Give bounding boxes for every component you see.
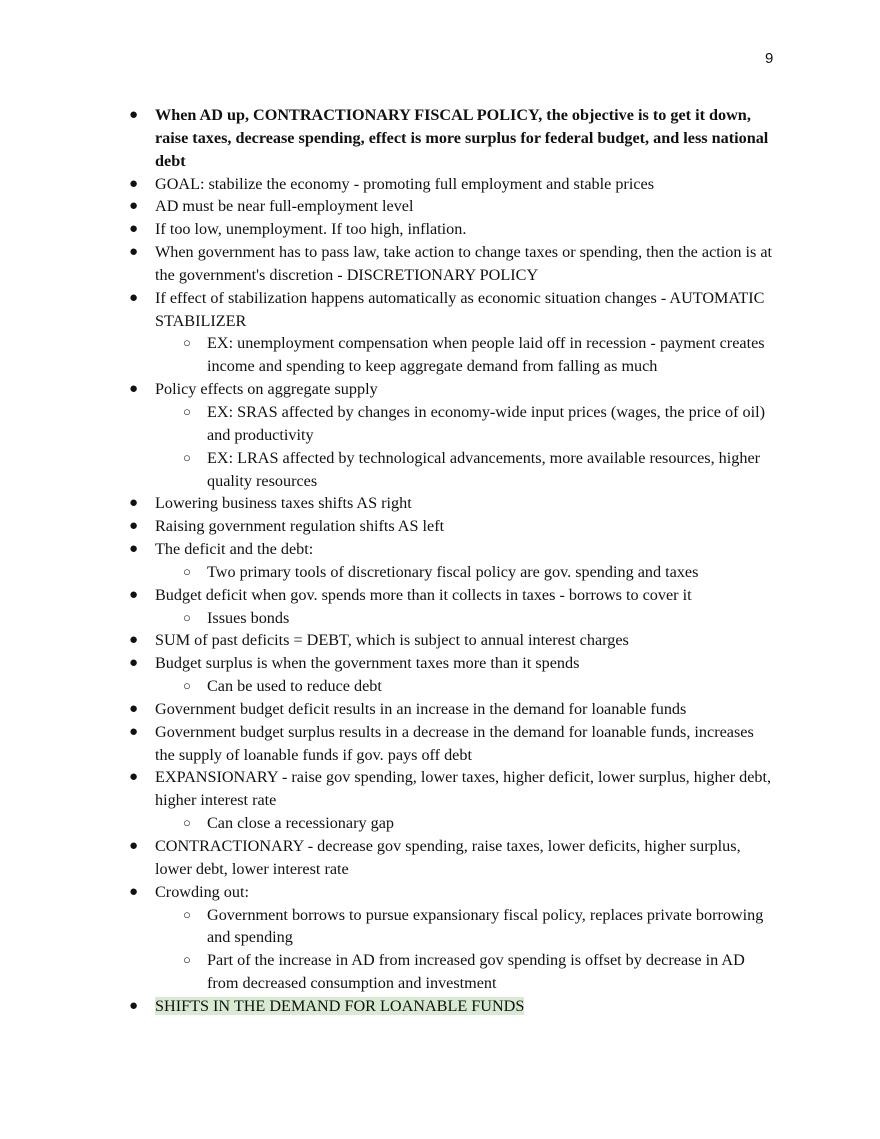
list-item-text: Can be used to reduce debt: [207, 677, 382, 696]
bullet-icon: ●: [129, 175, 139, 192]
bullet-icon: ●: [129, 381, 139, 398]
bullet-list: [0, 104, 880, 1018]
list-item: [0, 287, 777, 333]
hollow-bullet-icon: ○: [183, 609, 191, 625]
sub-list-item: [0, 949, 777, 995]
list-item-text: Budget deficit when gov. spends more than it collects in taxes - borrows to cover it: [155, 585, 692, 604]
hollow-bullet-icon: ○: [183, 815, 191, 831]
hollow-bullet-icon: ○: [183, 449, 191, 465]
list-item-text: Crowding out:: [155, 882, 249, 901]
list-item-text: If effect of stabilization happens automatically as economic situation changes - AUTOMATIC STABILIZER: [155, 288, 765, 330]
list-item-text: EX: LRAS affected by technological advancements, more available resources, higher quality resources: [207, 448, 761, 490]
hollow-bullet-icon: ○: [183, 403, 191, 419]
sub-list-item: [0, 447, 777, 493]
list-item: [0, 241, 777, 287]
bullet-icon: ●: [129, 769, 139, 786]
hollow-bullet-icon: ○: [183, 678, 191, 694]
list-item-text: When government has to pass law, take action to change taxes or spending, then the action is at the government's discretion - DISCRETIONARY POLICY: [155, 243, 773, 284]
bullet-icon: ●: [129, 997, 139, 1014]
list-item-text: Government budget deficit results in an increase in the demand for loanable funds: [155, 699, 687, 718]
list-item-text: CONTRACTIONARY - decrease gov spending, raise taxes, lower deficits, higher surplus, lower debt, lower interest rate: [155, 837, 741, 878]
list-item-text: Policy effects on aggregate supply: [155, 380, 378, 399]
list-item: [0, 195, 777, 218]
bullet-icon: ●: [129, 838, 139, 854]
bullet-icon: ●: [129, 495, 139, 512]
list-item: [0, 378, 777, 401]
list-item-text: Budget surplus is when the government taxes more than it spends: [155, 654, 580, 673]
list-item: [0, 652, 777, 675]
hollow-bullet-icon: ○: [183, 335, 191, 351]
list-item-text: Issues bonds: [207, 608, 290, 627]
list-item: [0, 629, 777, 652]
list-item-text: SUM of past deficits = DEBT, which is subject to annual interest charges: [155, 631, 629, 650]
bullet-icon: ●: [129, 541, 139, 558]
bullet-icon: ●: [129, 244, 139, 261]
list-item-text: AD must be near full-employment level: [155, 197, 414, 216]
list-item-text: When AD up, CONTRACTIONARY FISCAL POLICY, the objective is to get it down, raise taxes, decrease spending, effect is more surplus for federal budget, and less national debt: [155, 106, 769, 170]
list-item-text: Raising government regulation shifts AS left: [155, 517, 445, 536]
hollow-bullet-icon: ○: [183, 952, 191, 968]
sub-list-item: [0, 904, 777, 950]
hollow-bullet-icon: ○: [183, 906, 191, 922]
list-item-text: SHIFTS IN THE DEMAND FOR LOANABLE FUNDS: [155, 996, 525, 1015]
sub-list-item: [0, 561, 777, 584]
list-item-text: Two primary tools of discretionary fiscal policy are gov. spending and taxes: [207, 562, 699, 581]
list-item: [0, 538, 777, 561]
bullet-icon: ●: [129, 632, 139, 649]
bullet-icon: ●: [129, 518, 139, 535]
list-item: [0, 515, 777, 538]
list-item-text: EXPANSIONARY - raise gov spending, lower taxes, higher deficit, lower surplus, higher debt, higher interest rate: [155, 768, 772, 810]
bullet-icon: ●: [129, 723, 139, 740]
list-item: [0, 173, 777, 196]
bullet-icon: ●: [129, 883, 139, 900]
list-item-text: Can close a recessionary gap: [207, 814, 394, 833]
list-item: [0, 584, 777, 607]
bullet-icon: ●: [129, 107, 139, 123]
sub-list-item: [0, 332, 777, 378]
list-item-text: Part of the increase in AD from increased gov spending is offset by decrease in AD from decreased consumption and investment: [207, 951, 745, 993]
bullet-icon: ●: [129, 586, 139, 603]
sub-list-item: [0, 607, 777, 630]
list-item-text: GOAL: stabilize the economy - promoting full employment and stable prices: [155, 174, 654, 193]
list-item: [0, 721, 777, 767]
hollow-bullet-icon: ○: [183, 563, 191, 579]
list-item-text: The deficit and the debt:: [155, 540, 314, 559]
bullet-icon: ●: [129, 655, 139, 672]
list-item-text: Government borrows to pursue expansionary fiscal policy, replaces private borrowing and spending: [207, 905, 764, 947]
list-item: [0, 218, 777, 241]
list-item-text: EX: unemployment compensation when people laid off in recession - payment creates income and spending to keep aggregate demand from falling as much: [207, 334, 765, 376]
list-item: [0, 698, 777, 721]
list-item: [0, 104, 777, 173]
bullet-icon: ●: [129, 198, 139, 215]
bullet-icon: ●: [129, 221, 139, 238]
bullet-icon: ●: [129, 289, 139, 306]
list-item: [0, 766, 777, 812]
list-item: [0, 835, 777, 881]
list-item-text: Lowering business taxes shifts AS right: [155, 494, 412, 513]
page-number: 9: [765, 50, 774, 67]
list-item: [0, 881, 777, 904]
sub-list-item: [0, 812, 777, 835]
list-item-text: If too low, unemployment. If too high, inflation.: [155, 220, 467, 239]
list-item-text: EX: SRAS affected by changes in economy-wide input prices (wages, the price of oil) and productivity: [207, 402, 766, 444]
list-item: [0, 995, 777, 1018]
sub-list-item: [0, 675, 777, 698]
list-item-text: Government budget surplus results in a decrease in the demand for loanable funds, increases the supply of loanable funds if gov. pays off debt: [155, 722, 754, 764]
bullet-icon: ●: [129, 700, 139, 717]
sub-list-item: [0, 401, 777, 447]
list-item: [0, 492, 777, 515]
